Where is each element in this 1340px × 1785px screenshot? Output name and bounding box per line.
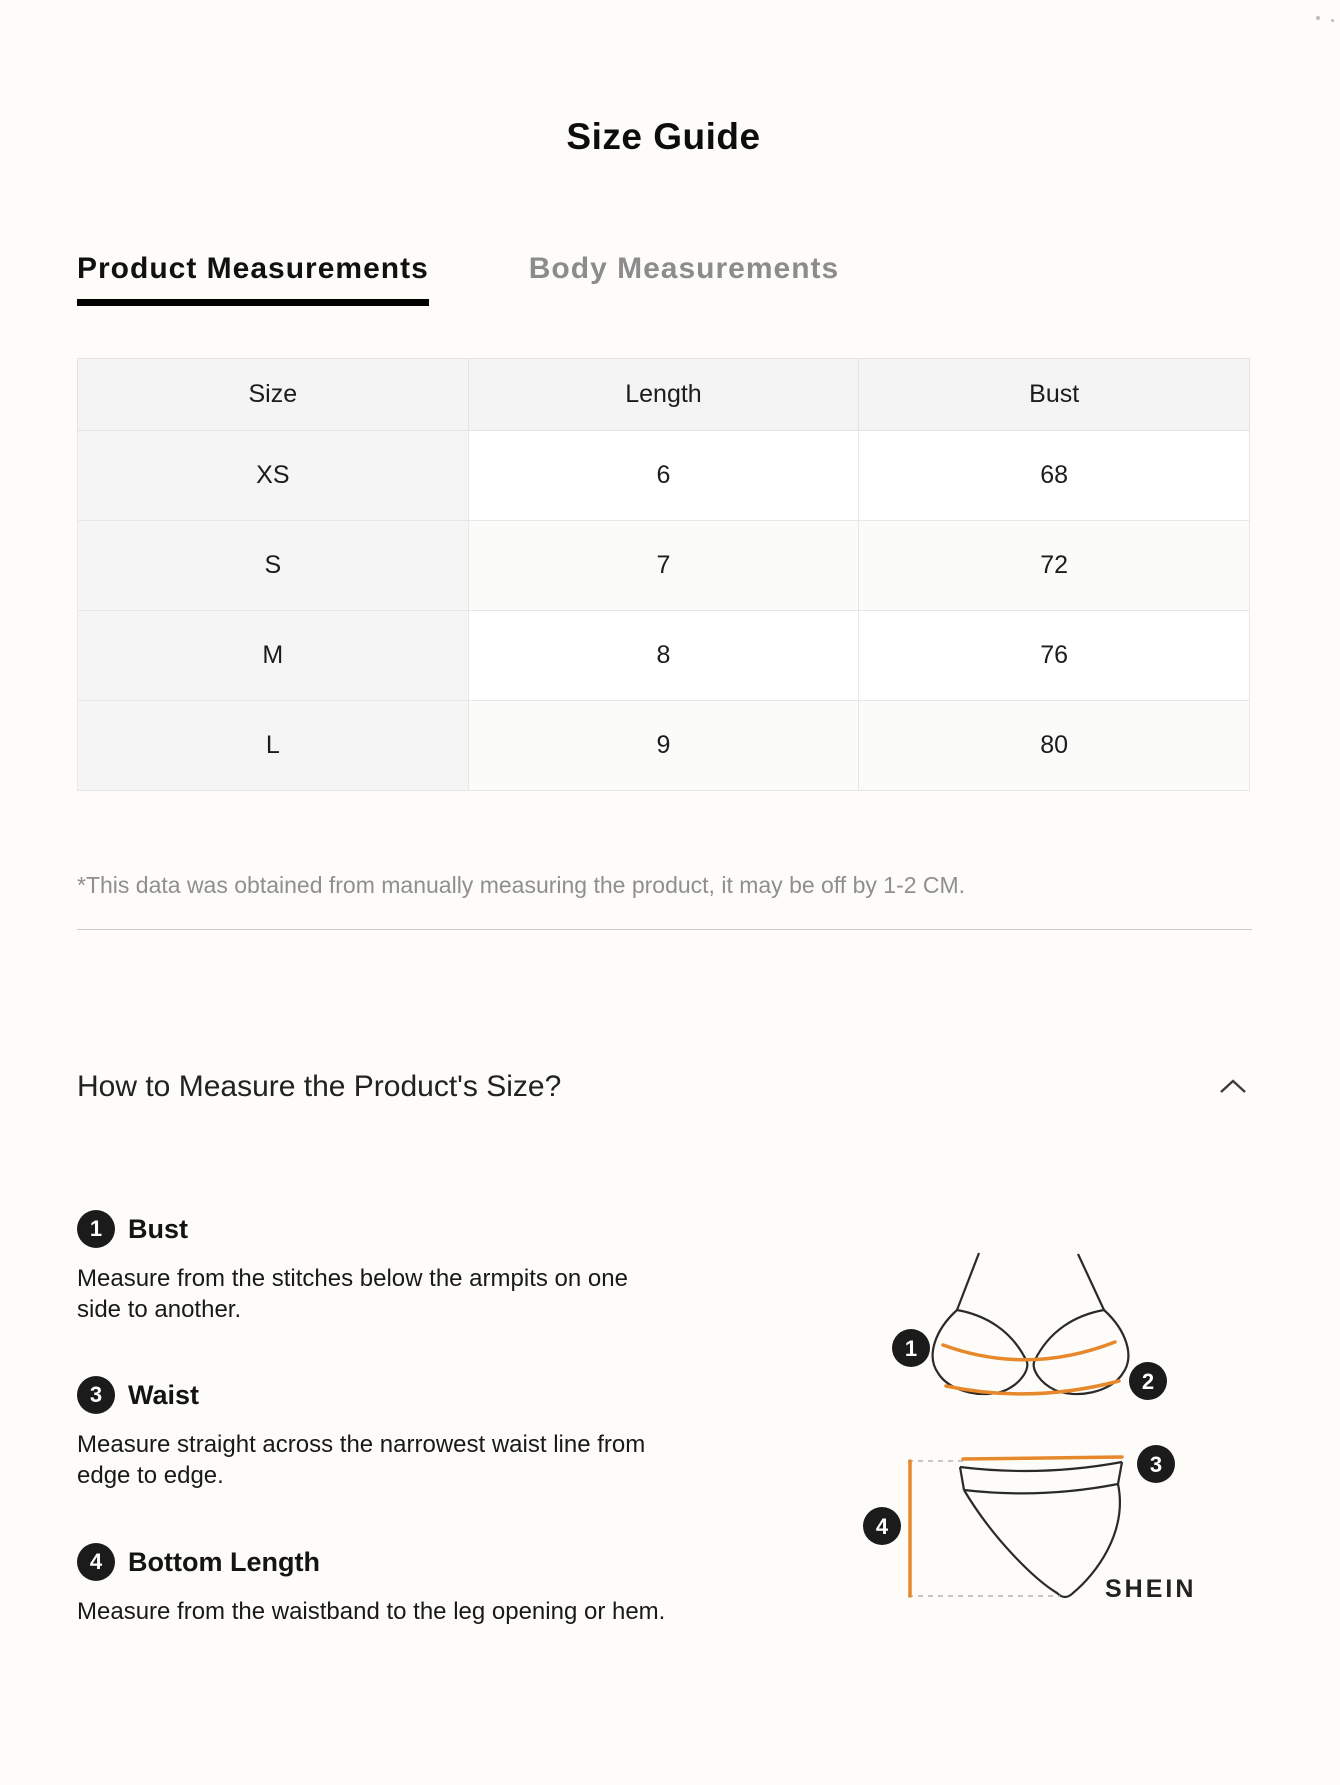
step-number-badge: 4 bbox=[77, 1543, 115, 1581]
measure-item-title: Bottom Length bbox=[128, 1546, 320, 1577]
table-header-row bbox=[78, 359, 1250, 431]
how-to-measure-heading: How to Measure the Product's Size? bbox=[77, 1070, 562, 1103]
diagram-marker-2 bbox=[1129, 1362, 1167, 1400]
section-divider bbox=[77, 929, 1252, 930]
step-number-badge: 3 bbox=[77, 1376, 115, 1414]
bikini-top-outline bbox=[933, 1253, 1129, 1394]
collapse-section-button[interactable] bbox=[1214, 1074, 1252, 1100]
cell-bust: 76 bbox=[859, 611, 1250, 701]
svg-text:3: 3 bbox=[1149, 1452, 1163, 1477]
measure-item-description: Measure from the stitches below the armpits on one side to another. bbox=[77, 1265, 628, 1323]
bikini-measurement-diagram bbox=[860, 1240, 1270, 1620]
dashed-guides bbox=[908, 1461, 1060, 1596]
noise-dot bbox=[1331, 19, 1334, 22]
diagram-marker-4 bbox=[863, 1507, 901, 1545]
measure-line-1 bbox=[943, 1342, 1115, 1360]
cell-size: S bbox=[78, 521, 469, 611]
measure-item-title: Waist bbox=[128, 1379, 200, 1410]
diagram-marker-1 bbox=[892, 1329, 930, 1367]
noise-dot bbox=[1316, 16, 1320, 20]
measure-item-waist bbox=[77, 1376, 652, 1491]
how-to-measure-header[interactable] bbox=[77, 1070, 1252, 1104]
cell-length: 6 bbox=[468, 431, 859, 521]
cell-size: L bbox=[78, 701, 469, 791]
cell-length: 8 bbox=[468, 611, 859, 701]
cell-length: 9 bbox=[468, 701, 859, 791]
cell-bust: 80 bbox=[859, 701, 1250, 791]
cell-size: XS bbox=[78, 431, 469, 521]
measure-item-bust bbox=[77, 1210, 652, 1325]
table-row bbox=[78, 611, 1250, 701]
svg-text:4: 4 bbox=[875, 1514, 889, 1539]
column-header-length: Length bbox=[468, 359, 859, 431]
bikini-bottom-outline bbox=[960, 1462, 1122, 1597]
cell-size: M bbox=[78, 611, 469, 701]
page-title: Size Guide bbox=[566, 116, 761, 157]
tab-product-measurements[interactable]: Product Measurements bbox=[77, 252, 429, 306]
svg-text:2: 2 bbox=[1141, 1369, 1155, 1394]
diagram-marker-3 bbox=[1137, 1445, 1175, 1483]
table-row bbox=[78, 431, 1250, 521]
measurement-tabs bbox=[77, 252, 839, 306]
shein-logo: SHEIN bbox=[1105, 1575, 1197, 1603]
measure-item-title: Bust bbox=[128, 1213, 188, 1244]
measurement-disclaimer: *This data was obtained from manually measuring the product, it may be off by 1-2 CM. bbox=[77, 872, 966, 898]
cell-bust: 72 bbox=[859, 521, 1250, 611]
size-table bbox=[77, 358, 1250, 791]
cell-bust: 68 bbox=[859, 431, 1250, 521]
column-header-size: Size bbox=[78, 359, 469, 431]
chevron-up-icon bbox=[1218, 1084, 1248, 1099]
measure-item-bottom-length bbox=[77, 1543, 777, 1627]
step-number-badge: 1 bbox=[77, 1210, 115, 1248]
svg-text:1: 1 bbox=[904, 1336, 918, 1361]
table-row bbox=[78, 701, 1250, 791]
measure-item-description: Measure straight across the narrowest waist line from edge to edge. bbox=[77, 1431, 646, 1489]
column-header-bust: Bust bbox=[859, 359, 1250, 431]
tab-body-measurements[interactable]: Body Measurements bbox=[528, 252, 840, 285]
cell-length: 7 bbox=[468, 521, 859, 611]
table-row bbox=[78, 521, 1250, 611]
measure-line-3 bbox=[963, 1457, 1122, 1459]
measure-item-description: Measure from the waistband to the leg opening or hem. bbox=[77, 1598, 666, 1625]
